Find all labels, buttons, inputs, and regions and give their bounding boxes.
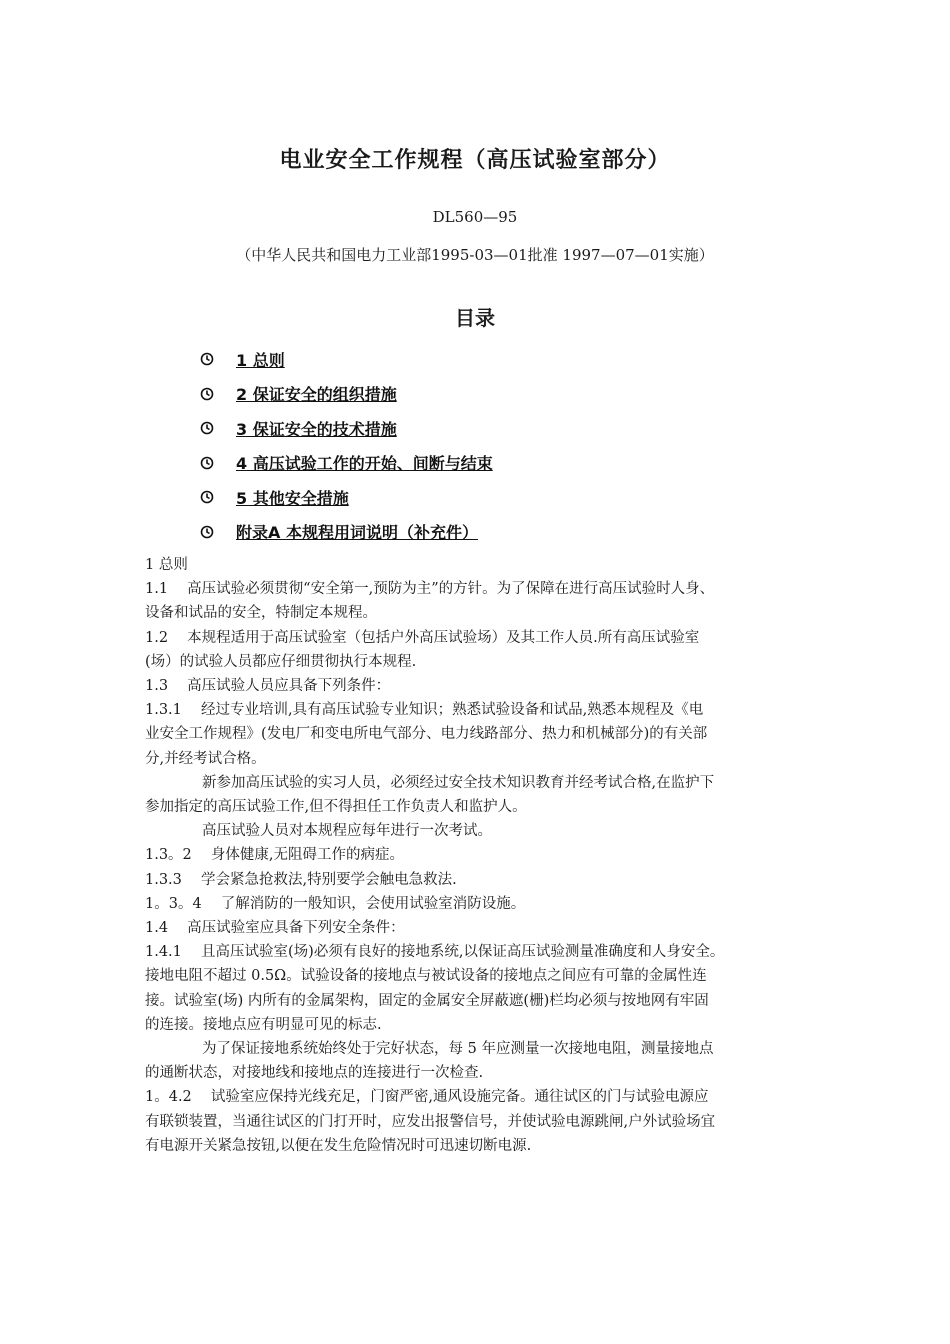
toc-link-label[interactable]: 3 保证安全的技术措施 <box>236 419 397 439</box>
toc-item-organizational-measures[interactable] <box>200 377 800 412</box>
clause-1-1-cont: 设备和试品的安全，特制定本规程。 <box>145 605 377 622</box>
toc-link-label[interactable]: 4 高压试验工作的开始、间断与结束 <box>236 454 493 474</box>
clause-1-3-1-cont: 分,并经考试合格。 <box>145 750 266 767</box>
document-title: 电业安全工作规程（高压试验室部分） <box>279 148 671 173</box>
toc-item-appendix-a[interactable] <box>200 515 800 550</box>
clause-1-4-1: 1.4.1 且高压试验室(场)必须有良好的接地系统,以保证高压试验测量准确度和人身安全。 <box>145 944 725 961</box>
clause-1-1: 1.1 高压试验必须贯彻“安全第一,预防为主”的方针。为了保障在进行高压试验时人身、 <box>145 581 715 598</box>
clock-icon <box>200 525 214 539</box>
clause-1-4-2-cont: 有联锁装置，当通往试区的门打开时，应发出报警信号，并使试验电源跳闸,户外试验场宜 <box>145 1113 716 1130</box>
paragraph-trainees-cont: 参加指定的高压试验工作,但不得担任工作负责人和监护人。 <box>145 799 527 816</box>
clock-icon <box>200 456 214 470</box>
clock-icon <box>200 490 214 504</box>
clause-1-4-2: 1。4.2 试验室应保持光线充足，门窗严密,通风设施完备。通往试区的门与试验电源应 <box>145 1089 709 1106</box>
toc-item-general[interactable] <box>200 342 800 377</box>
standard-code: DL560—95 <box>432 208 518 226</box>
table-of-contents <box>200 342 800 549</box>
clause-1-4-1-cont: 接地电阻不超过 0.5Ω。试验设备的接地点与被试设备的接地点之间应有可靠的金属性连 <box>145 968 707 985</box>
paragraph-annual-exam: 高压试验人员对本规程应每年进行一次考试。 <box>202 823 492 840</box>
toc-link-label[interactable]: 2 保证安全的组织措施 <box>236 385 397 405</box>
clause-1-3-1: 1.3.1 经过专业培训,具有高压试验专业知识；熟悉试验设备和试品,熟悉本规程及《电 <box>145 702 704 719</box>
clause-1-3: 1.3 高压试验人员应具备下列条件： <box>145 678 391 695</box>
clock-icon <box>200 387 214 401</box>
toc-link-label[interactable]: 附录A 本规程用词说明（补充件） <box>236 523 478 543</box>
clause-1-2-cont: (场）的试验人员都应仔细贯彻执行本规程. <box>145 653 417 670</box>
clause-1-3-3: 1.3.3 学会紧急抢救法,特别要学会触电急救法. <box>145 871 457 888</box>
clock-icon <box>200 352 214 366</box>
clause-1-4-1-cont: 的连接。接地点应有明显可见的标志. <box>145 1016 382 1033</box>
toc-item-technical-measures[interactable] <box>200 411 800 446</box>
section-heading: 1 总则 <box>145 557 188 573</box>
paragraph-grounding-check-cont: 的通断状态，对接地线和接地点的连接进行一次检查. <box>145 1065 484 1082</box>
clock-icon <box>200 421 214 435</box>
clause-1-2: 1.2 本规程适用于高压试验室（包括户外高压试验场）及其工作人员.所有高压试验室 <box>145 629 700 646</box>
paragraph-trainees: 新参加高压试验的实习人员，必须经过安全技术知识教育并经考试合格,在监护下 <box>202 774 715 791</box>
paragraph-grounding-check: 为了保证接地系统始终处于完好状态，每 5 年应测量一次接地电阻，测量接地点 <box>202 1041 714 1058</box>
clause-1-4-1-cont: 接。试验室(场) 内所有的金属架构，固定的金属安全屏蔽遮(栅)栏均必须与按地网有牢固 <box>145 992 709 1009</box>
approval-note: （中华人民共和国电力工业部1995-03—01批准 1997—07—01实施） <box>236 246 714 264</box>
toc-link-label[interactable]: 1 总则 <box>236 350 285 370</box>
body-text <box>145 553 835 1158</box>
toc-heading: 目录 <box>455 306 495 330</box>
clause-1-3-4: 1。3。4 了解消防的一般知识，会使用试验室消防设施。 <box>145 895 526 912</box>
clause-1-3-1-cont: 业安全工作规程》(发电厂和变电所电气部分、电力线路部分、热力和机械部分)的有关部 <box>145 726 708 743</box>
clause-1-3-2: 1.3。2 身体健康,无阻碍工作的病症。 <box>145 847 405 864</box>
toc-link-label[interactable]: 5 其他安全措施 <box>236 488 349 508</box>
clause-1-4-2-cont: 有电源开关紧急按钮,以便在发生危险情况时可迅速切断电源. <box>145 1137 532 1154</box>
clause-1-4: 1.4 高压试验室应具备下列安全条件： <box>145 920 405 937</box>
toc-item-other-measures[interactable] <box>200 480 800 515</box>
toc-item-work-start-end[interactable] <box>200 446 800 481</box>
